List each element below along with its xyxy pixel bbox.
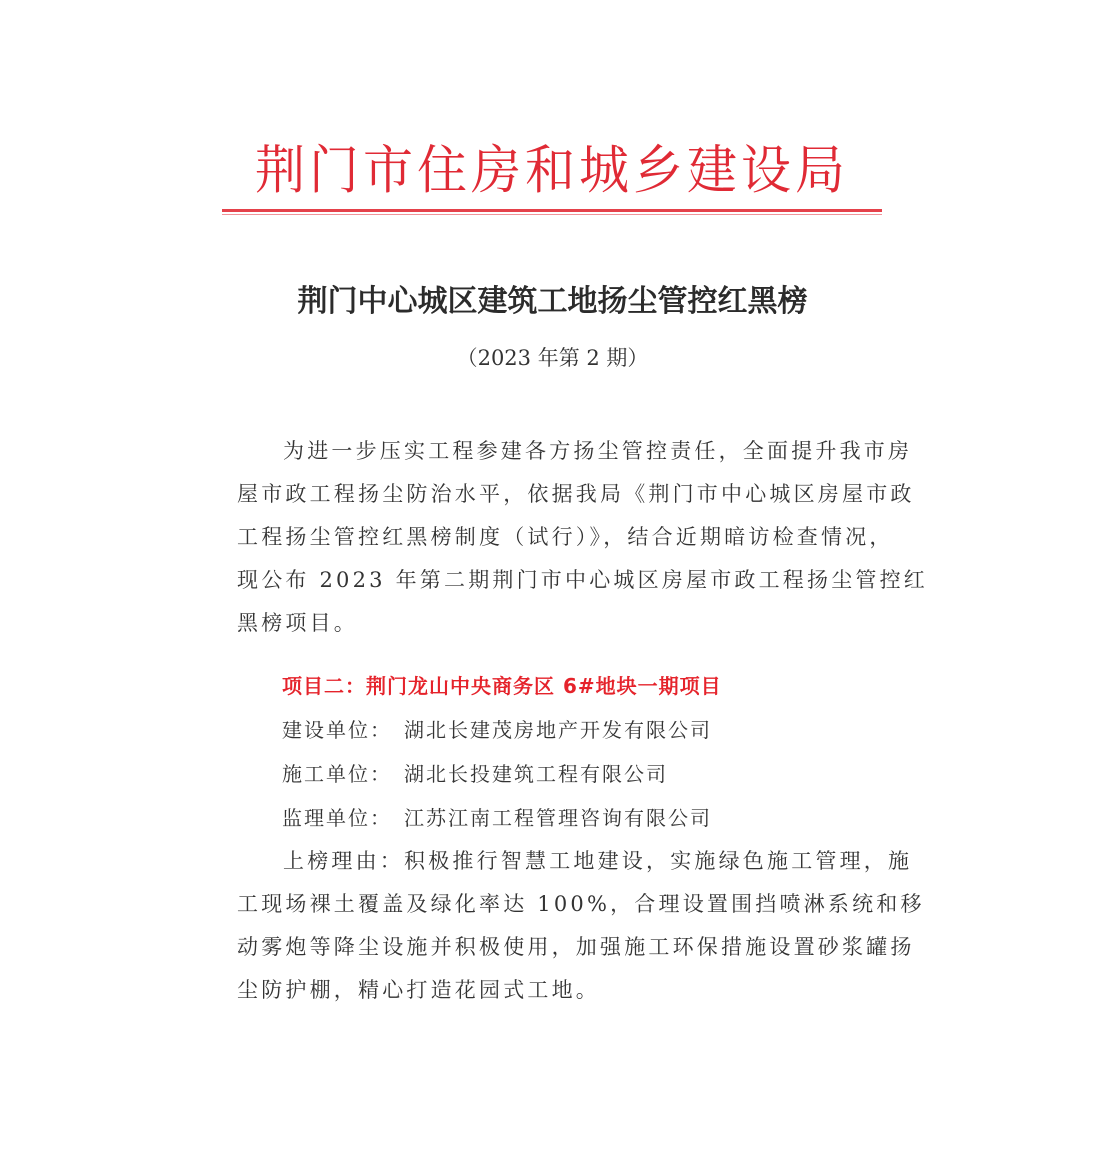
reason-paragraph bbox=[237, 840, 925, 1012]
document-issue-number: （2023 年第 2 期） bbox=[456, 346, 649, 370]
intro-line: 为进一步压实工程参建各方扬尘管控责任，全面提升我市房 bbox=[283, 439, 913, 463]
construction-owner-row bbox=[282, 712, 712, 748]
letterhead-org-name: 荆门市住房和城乡建设局 bbox=[255, 139, 849, 201]
reason-line: 动雾炮等降尘设施并积极使用，加强施工环保措施设置砂浆罐扬 bbox=[237, 935, 915, 959]
unit-value: 江苏江南工程管理咨询有限公司 bbox=[404, 806, 712, 830]
intro-line: 黑榜项目。 bbox=[237, 611, 358, 635]
unit-value: 湖北长建茂房地产开发有限公司 bbox=[404, 718, 712, 742]
project-heading: 项目二：荆门龙山中央商务区 6#地块一期项目 bbox=[282, 674, 722, 698]
letterhead-red-rule-thick bbox=[222, 209, 882, 212]
supervisor-row bbox=[282, 800, 712, 836]
reason-line: 尘防护棚，精心打造花园式工地。 bbox=[237, 978, 600, 1002]
reason-line: 上榜理由：积极推行智慧工地建设，实施绿色施工管理，施 bbox=[283, 849, 913, 873]
unit-label: 施工单位： bbox=[282, 762, 392, 786]
letterhead-red-rule-thin bbox=[222, 214, 882, 215]
intro-line: 屋市政工程扬尘防治水平，依据我局《荆门市中心城区房屋市政 bbox=[237, 482, 915, 506]
intro-line: 现公布 2023 年第二期荆门市中心城区房屋市政工程扬尘管控红 bbox=[237, 568, 928, 592]
reason-line: 工现场裸土覆盖及绿化率达 100%，合理设置围挡喷淋系统和移 bbox=[237, 892, 925, 916]
unit-label: 建设单位： bbox=[282, 718, 392, 742]
unit-label: 监理单位： bbox=[282, 806, 392, 830]
unit-value: 湖北长投建筑工程有限公司 bbox=[404, 762, 668, 786]
intro-line: 工程扬尘管控红黑榜制度（试行）》，结合近期暗访检查情况， bbox=[237, 525, 894, 549]
contractor-row bbox=[282, 756, 668, 792]
document-title: 荆门中心城区建筑工地扬尘管控红黑榜 bbox=[297, 284, 808, 319]
intro-paragraph bbox=[237, 430, 928, 645]
